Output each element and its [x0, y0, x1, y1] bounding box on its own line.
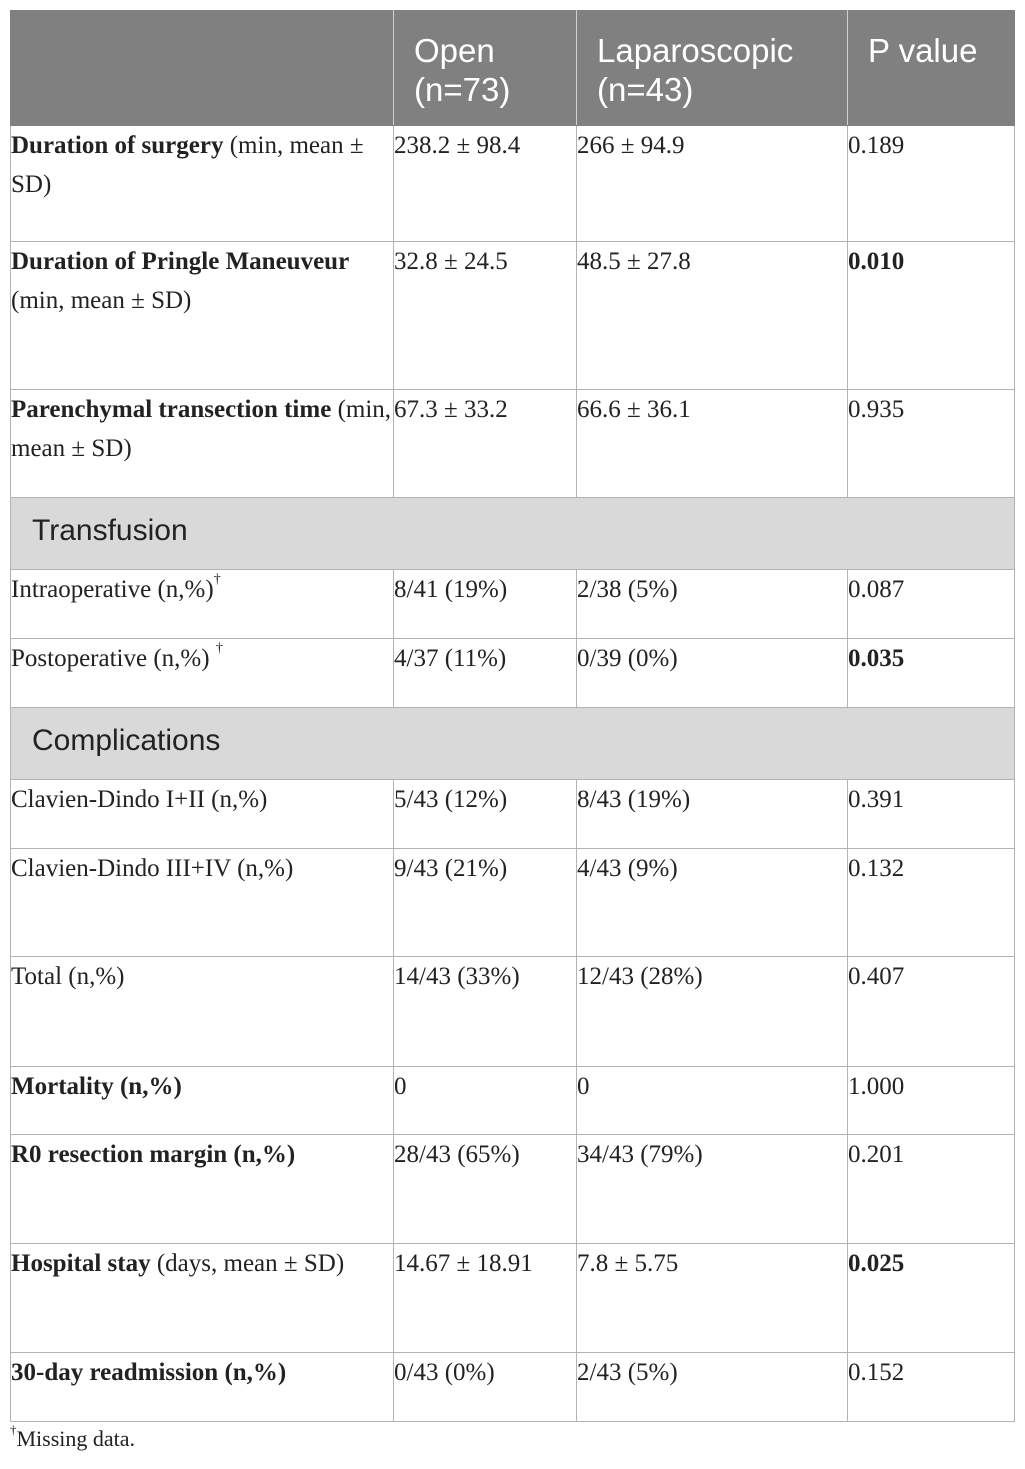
row-label-text: Postoperative (n,%)	[11, 645, 210, 672]
table-row	[11, 570, 1015, 639]
row-label: Clavien-Dindo I+II (n,%)	[11, 780, 394, 849]
row-label-bold: 30-day readmission (n,%)	[11, 1359, 287, 1386]
row-label	[11, 126, 394, 242]
row-label-rest: (min, mean ± SD)	[11, 396, 392, 462]
results-table	[10, 10, 1015, 1422]
cell-laparoscopic: 34/43 (79%)	[577, 1135, 848, 1244]
cell-open: 238.2 ± 98.4	[394, 126, 577, 242]
footnote-text: Missing data.	[16, 1426, 136, 1451]
table-row	[11, 639, 1015, 708]
row-label	[11, 570, 394, 639]
cell-open: 32.8 ± 24.5	[394, 242, 577, 390]
table-row	[11, 780, 1015, 849]
row-label	[11, 1353, 394, 1422]
row-label-rest: (min, mean ± SD)	[11, 132, 364, 198]
cell-open: 28/43 (65%)	[394, 1135, 577, 1244]
cell-p-value: 0.035	[848, 639, 1015, 708]
cell-laparoscopic: 2/38 (5%)	[577, 570, 848, 639]
header-open: Open (n=73)	[394, 11, 577, 126]
cell-laparoscopic: 12/43 (28%)	[577, 957, 848, 1067]
header-laparoscopic: Laparoscopic (n=43)	[577, 11, 848, 126]
cell-laparoscopic: 8/43 (19%)	[577, 780, 848, 849]
table-row	[11, 957, 1015, 1067]
row-label	[11, 1067, 394, 1135]
row-label-text: Intraoperative (n,%)	[11, 576, 214, 603]
row-label-bold: Mortality (n,%)	[11, 1073, 182, 1100]
footnote-mark: †	[10, 1422, 17, 1437]
cell-open: 0/43 (0%)	[394, 1353, 577, 1422]
row-label	[11, 1135, 394, 1244]
cell-p-value: 0.391	[848, 780, 1015, 849]
table-row	[11, 1244, 1015, 1353]
cell-laparoscopic: 0/39 (0%)	[577, 639, 848, 708]
row-label	[11, 242, 394, 390]
row-label: Clavien-Dindo III+IV (n,%)	[11, 849, 394, 957]
footnote-mark: †	[215, 641, 223, 656]
cell-laparoscopic: 4/43 (9%)	[577, 849, 848, 957]
cell-laparoscopic: 7.8 ± 5.75	[577, 1244, 848, 1353]
cell-p-value: 1.000	[848, 1067, 1015, 1135]
table-row	[11, 1135, 1015, 1244]
cell-p-value: 0.152	[848, 1353, 1015, 1422]
table-row	[11, 126, 1015, 242]
cell-p-value: 0.935	[848, 390, 1015, 498]
cell-open: 9/43 (21%)	[394, 849, 577, 957]
cell-p-value: 0.010	[848, 242, 1015, 390]
cell-open: 5/43 (12%)	[394, 780, 577, 849]
cell-open: 4/37 (11%)	[394, 639, 577, 708]
row-label: Total (n,%)	[11, 957, 394, 1067]
cell-open: 0	[394, 1067, 577, 1135]
table-row	[11, 1067, 1015, 1135]
row-label-rest: (min, mean ± SD)	[11, 287, 192, 314]
table-row	[11, 390, 1015, 498]
row-label	[11, 390, 394, 498]
cell-laparoscopic: 2/43 (5%)	[577, 1353, 848, 1422]
row-label-rest: (days, mean ± SD)	[156, 1250, 345, 1277]
table-row	[11, 849, 1015, 957]
row-label	[11, 1244, 394, 1353]
table-row	[11, 1353, 1015, 1422]
section-row-complications	[11, 708, 1015, 780]
footnote-mark: †	[213, 572, 221, 587]
cell-open: 8/41 (19%)	[394, 570, 577, 639]
table-header-row	[11, 11, 1015, 126]
cell-laparoscopic: 266 ± 94.9	[577, 126, 848, 242]
section-title: Transfusion	[11, 498, 1015, 570]
table-footnote	[10, 1424, 135, 1454]
header-p-value: P value	[848, 11, 1015, 126]
cell-laparoscopic: 48.5 ± 27.8	[577, 242, 848, 390]
row-label-bold: R0 resection margin (n,%)	[11, 1141, 296, 1168]
cell-p-value: 0.189	[848, 126, 1015, 242]
row-label-bold: Hospital stay	[11, 1250, 151, 1277]
section-row-transfusion	[11, 498, 1015, 570]
row-label	[11, 639, 394, 708]
row-label-bold: Parenchymal transection time	[11, 396, 332, 423]
cell-p-value: 0.201	[848, 1135, 1015, 1244]
cell-open: 67.3 ± 33.2	[394, 390, 577, 498]
cell-laparoscopic: 0	[577, 1067, 848, 1135]
row-label-bold: Duration of Pringle Maneuveur	[11, 248, 350, 275]
cell-open: 14/43 (33%)	[394, 957, 577, 1067]
cell-p-value: 0.025	[848, 1244, 1015, 1353]
section-title: Complications	[11, 708, 1015, 780]
header-label-cell	[11, 11, 394, 126]
cell-p-value: 0.132	[848, 849, 1015, 957]
cell-laparoscopic: 66.6 ± 36.1	[577, 390, 848, 498]
cell-p-value: 0.087	[848, 570, 1015, 639]
table-row	[11, 242, 1015, 390]
row-label-bold: Duration of surgery	[11, 132, 224, 159]
cell-p-value: 0.407	[848, 957, 1015, 1067]
cell-open: 14.67 ± 18.91	[394, 1244, 577, 1353]
